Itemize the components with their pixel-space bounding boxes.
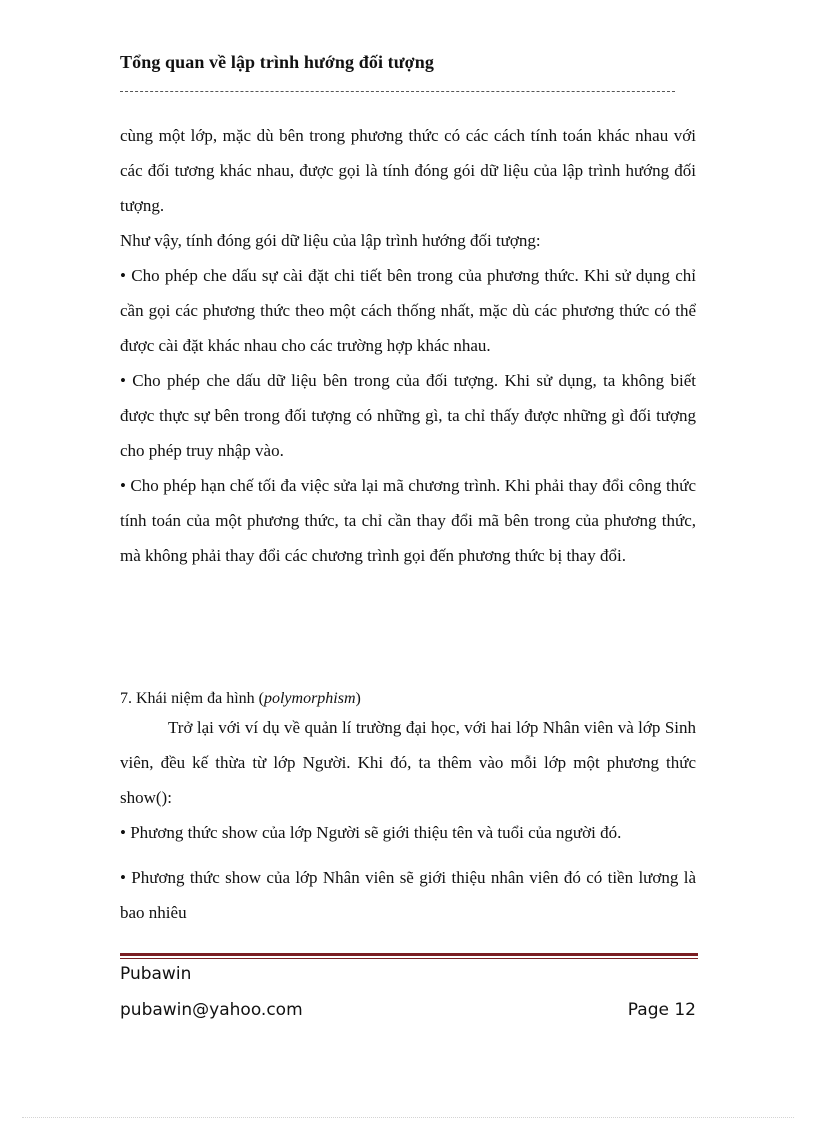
footer-divider (120, 953, 698, 959)
footer-page-number: Page 12 (627, 1000, 696, 1020)
paragraph: Trở lại với ví dụ về quản lí trường đại học, với hai lớp Nhân viên và lớp Sinh viên, đều kế thừa từ lớp Người. Khi đó, ta thêm vào mỗi lớp một phương thức show(): (120, 718, 696, 807)
body-content (120, 118, 696, 573)
page-bottom-border (22, 1117, 794, 1118)
bullet-item: • Phương thức show của lớp Nhân viên sẽ giới thiệu nhân viên đó có tiền lương là bao nhiêu (120, 868, 696, 922)
header-divider (120, 91, 675, 92)
section-heading-text: 7. Khái niệm đa hình ( (120, 690, 264, 707)
bullet-item: • Cho phép che dấu sự cài đặt chi tiết bên trong của phương thức. Khi sử dụng chỉ cần gọi các phương thức theo một cách thống nhất, mặc dù các phương thức có thể được cài đặt khác nhau cho các trường hợp khác nhau. (120, 266, 696, 355)
section-heading-close: ) (355, 690, 361, 707)
spacer (120, 850, 696, 860)
paragraph: Như vậy, tính đóng gói dữ liệu của lập trình hướng đối tượng: (120, 231, 541, 250)
bullet-item: • Cho phép hạn chế tối đa việc sửa lại mã chương trình. Khi phải thay đổi công thức tính toán của một phương thức, ta chỉ cần thay đổi mã bên trong của phương thức, mà không phải thay đổi các chương trình gọi đến phương thức bị thay đổi. (120, 476, 696, 565)
section-body (120, 710, 696, 930)
bullet-item: • Cho phép che dấu dữ liệu bên trong của đối tượng. Khi sử dụng, ta không biết được thực sự bên trong đối tượng có những gì, ta chỉ thấy được những gì đối tượng cho phép truy nhập vào. (120, 371, 696, 460)
footer-email: pubawin@yahoo.com (120, 1000, 303, 1020)
page-header-title: Tổng quan về lập trình hướng đối tượng (120, 52, 434, 72)
bullet-item: • Phương thức show của lớp Người sẽ giới thiệu tên và tuổi của người đó. (120, 823, 622, 842)
footer-author: Pubawin (120, 964, 192, 984)
section-heading-term: polymorphism (263, 690, 356, 707)
section-heading (120, 687, 361, 711)
paragraph: cùng một lớp, mặc dù bên trong phương thức có các cách tính toán khác nhau với các đối tương khác nhau, được gọi là tính đóng gói dữ liệu của lập trình hướng đối tượng. (120, 126, 696, 215)
